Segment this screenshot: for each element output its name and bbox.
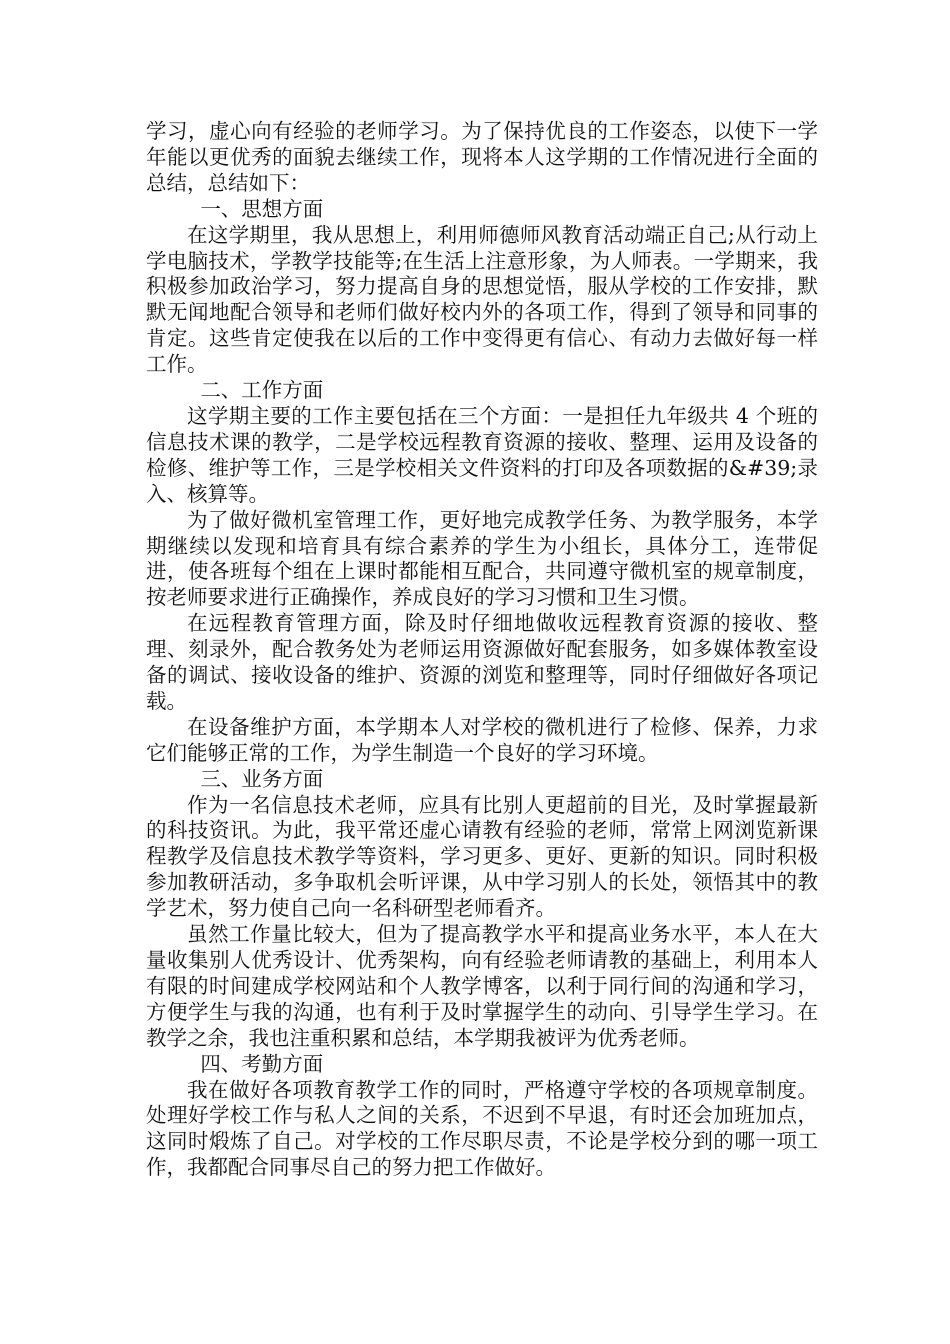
paragraph-remote-education: 在远程教育管理方面，除及时仔细地做收远程教育资源的接收、整理、刻录外，配合教务处为老师运用资源做好配套服务，如多媒体教室设备的调试、接收设备的维护、资源的浏览和整理等，同时仔细做好各项记载。 xyxy=(146,611,818,713)
paragraph-work-overview: 这学期主要的工作主要包括在三个方面：一是担任九年级共 4 个班的信息技术课的教学，二是学校远程教育资源的接收、整理、运用及设备的检修、维护等工作，三是学校相关文件资料的打印及各项数据的&#39;录入、核算等。 xyxy=(146,403,818,506)
section-heading-attendance: 四、考勤方面 xyxy=(200,1051,324,1076)
document-page xyxy=(146,119,818,1181)
intro-paragraph: 学习，虚心向有经验的老师学习。为了保持优良的工作姿态，以使下一学年能以更优秀的面貌去继续工作，现将本人这学期的工作情况进行全面的总结，总结如下： xyxy=(146,119,818,195)
section-heading-business: 三、业务方面 xyxy=(200,766,324,791)
paragraph-business-learning: 作为一名信息技术老师，应具有比别人更超前的目光，及时掌握最新的科技资讯。为此，我平常还虚心请教有经验的老师，常常上网浏览新课程教学及信息技术教学等资料，学习更多、更好、更新的知识。同时积极参加教研活动，多争取机会听评课，从中学习别人的长处，领悟其中的教学艺术，努力使自己向一名科研型老师看齐。 xyxy=(146,792,818,921)
paragraph-thought: 在这学期里，我从思想上，利用师德师风教育活动端正自己;从行动上学电脑技术，学教学技能等;在生活上注意形象，为人师表。一学期来，我积极参加政治学习，努力提高自身的思想觉悟，服从学校的工作安排，默默无闻地配合领导和老师们做好校内外的各项工作，得到了领导和同事的肯定。这些肯定使我在以后的工作中变得更有信心、有动力去做好每一样工作。 xyxy=(146,222,818,377)
paragraph-business-website: 虽然工作量比较大，但为了提高教学水平和提高业务水平，本人在大量收集别人优秀设计、优秀架构，向有经验老师请教的基础上，利用本人有限的时间建成学校网站和个人教学博客，以利于同行间的沟通和学习，方便学生与我的沟通，也有利于及时掌握学生的动向、引导学生学习。在教学之余，我也注重积累和总结，本学期我被评为优秀老师。 xyxy=(146,922,818,1050)
paragraph-equipment: 在设备维护方面，本学期本人对学校的微机进行了检修、保养，力求它们能够正常的工作，为学生制造一个良好的学习环境。 xyxy=(146,714,818,765)
paragraph-attendance: 我在做好各项教育教学工作的同时，严格遵守学校的各项规章制度。处理好学校工作与私人之间的关系，不迟到不早退，有时还会加班加点，这同时煅炼了自己。对学校的工作尽职尽责，不论是学校分到的哪一项工作，我都配合同事尽自己的努力把工作做好。 xyxy=(146,1077,818,1180)
section-heading-work: 二、工作方面 xyxy=(200,378,324,403)
paragraph-computer-room: 为了做好微机室管理工作，更好地完成教学任务、为教学服务，本学期继续以发现和培育具有综合素养的学生为小组长，具体分工，连带促进，使各班每个组在上课时都能相互配合，共同遵守微机室的规章制度，按老师要求进行正确操作，养成良好的学习习惯和卫生习惯。 xyxy=(146,507,818,610)
section-heading-thought: 一、思想方面 xyxy=(200,196,324,221)
